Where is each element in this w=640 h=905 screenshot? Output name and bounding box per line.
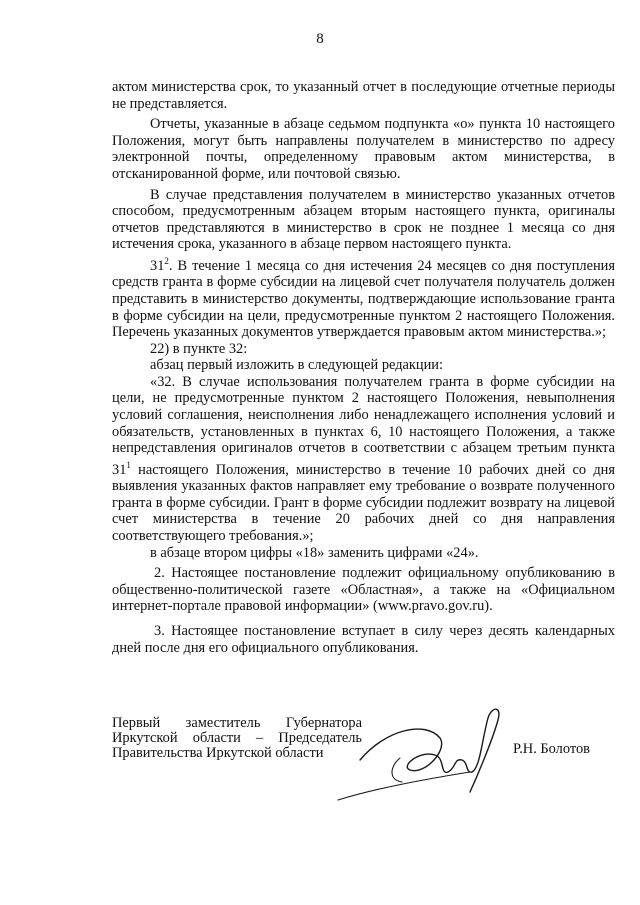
paragraph-publication: 2. Настоящее постановление подлежит официальному опубликованию в общественно-политической газете «Областная», а также на «Официальном интернет-портале правовой информации» (www.pravo.gov.ru). [112, 565, 615, 615]
page-number: 8 [316, 31, 324, 47]
clause-text: . В течение 1 месяца со дня истечения 24 месяцев со дня поступления средств гранта в форме субсидии на лицевой счет получателя получатель должен представить в министерство документы, подтверждающие использование гранта в форме субсидии на цели, предусмотренные пунктом 2 настоящего Положения. Перечень указанных документов утверждается правовым актом министерства.»; [112, 257, 615, 341]
handwritten-signature [330, 700, 510, 805]
signature-title-block [112, 716, 362, 761]
paragraph-effective-date: 3. Настоящее постановление вступает в силу через десять календарных дней после дня его официального опубликования. [112, 623, 615, 656]
paragraph-31-2 [112, 253, 615, 341]
signature-title-line-3: Правительства Иркутской области [112, 745, 324, 761]
paragraph-continuation: актом министерства срок, то указанный отчет в последующие отчетные периоды не представляется. [112, 79, 615, 112]
signature-title-line-2: Иркутской области – Председатель [112, 730, 362, 746]
signer-name: Р.Н. Болотов [513, 741, 590, 757]
clause-32-text-b: настоящего Положения, министерство в течение 10 рабочих дней со дня выявления указанных фактов направляет ему требование о возврате полученного гранта в форме субсидии. Грант в форме субсидии подлежит возврату на лицевой счет министерства в течение 20 рабочих дней со дня направления соответствующего требования.»; [112, 461, 615, 545]
paragraph-second-abzac: в абзаце втором цифры «18» заменить цифрами «24». [150, 544, 479, 561]
paragraph-reports-email: Отчеты, указанные в абзаце седьмом подпункта «о» пункта 10 настоящего Положения, могут быть направлены получателем в министерство по адресу электронной почты, определенному правовым актом министерства, в отсканированной форме, или почтовой связью. [112, 116, 615, 182]
clause-32-text-a: «32. В случае использования получателем гранта в форме субсидии на цели, не предусмотренные пунктом 2 настоящего Положения, невыполнения условий соглашения, неисполнения либо ненадлежащего исполнения условий и обязательств, установленных в пунктах 6, 10 настоящего Положения, а также непредставления оригиналов отчетов в соответствии с абзацем третьим пункта 31 [112, 373, 615, 478]
clause-32-superscript: 1 [126, 459, 131, 470]
paragraph-item-22: 22) в пункте 32: [150, 340, 248, 357]
paragraph-originals-deadline: В случае представления получателем в министерство указанных отчетов способом, предусмотренным абзацем вторым настоящего пункта, оригиналы отчетов представляются в министерство в срок не позднее 1 месяца со дня истечения срока, указанного в абзаце первом настоящего пункта. [112, 186, 615, 253]
paragraph-32 [112, 374, 615, 545]
document-body [112, 79, 615, 656]
clause-superscript: 2 [164, 255, 169, 266]
clause-number: 31 [150, 257, 165, 274]
paragraph-first-abzac: абзац первый изложить в следующей редакции: [150, 357, 444, 374]
signature-title-line-1: Первый заместитель Губернатора [112, 715, 362, 731]
